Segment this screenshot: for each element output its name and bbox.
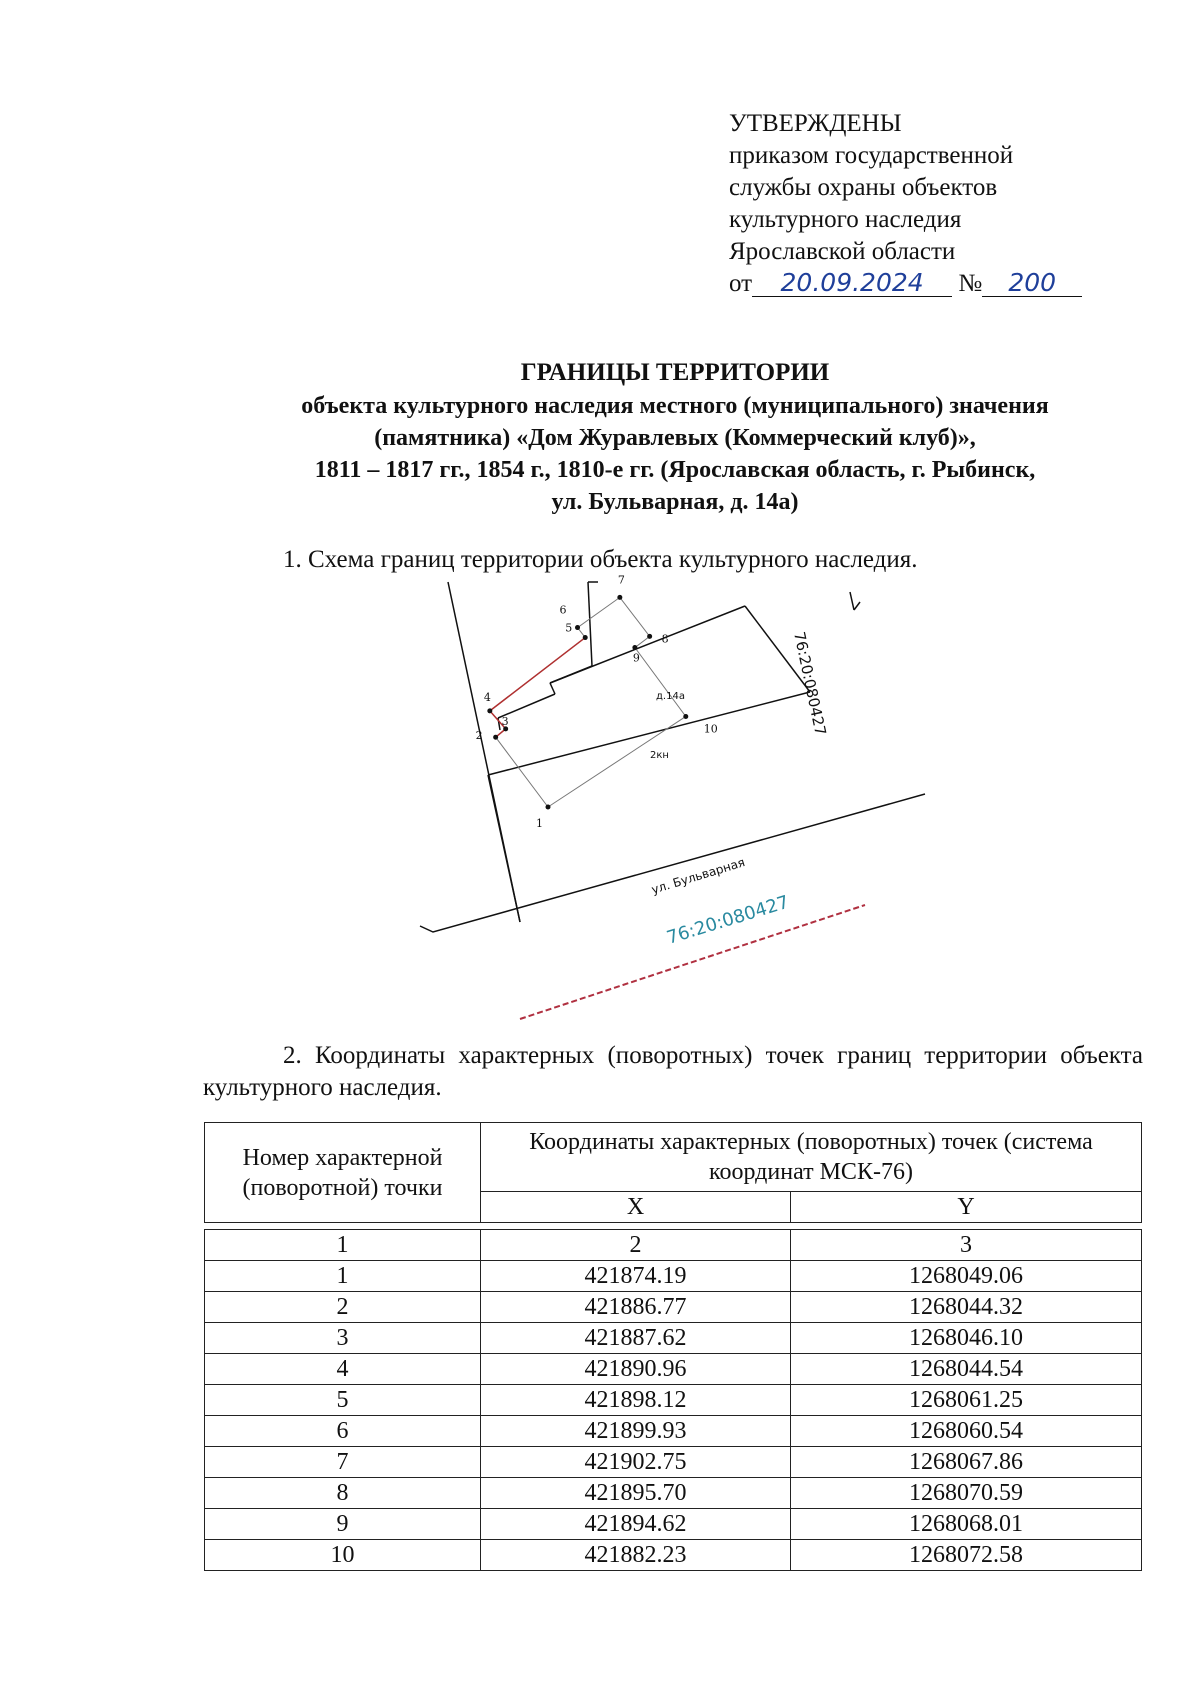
header-x: X: [481, 1192, 791, 1223]
x-value: 421882.23: [481, 1540, 791, 1571]
table-row: [205, 1509, 1142, 1540]
point-number: 2: [205, 1292, 481, 1323]
section-2-heading: 2. Координаты характерных (поворотных) точек границ территории объекта культурного наследия.: [203, 1042, 1143, 1101]
point-number: 8: [205, 1478, 481, 1509]
boundary-point-label: 5: [565, 621, 573, 635]
building-label: д.14а: [656, 691, 685, 702]
y-value: 1268068.01: [791, 1509, 1142, 1540]
boundary-point: [617, 595, 622, 600]
table-cell: 1: [205, 1230, 481, 1261]
table-row: [205, 1416, 1142, 1447]
table-cell: 3: [791, 1230, 1142, 1261]
boundary-point: [546, 805, 551, 810]
table-row: [205, 1540, 1142, 1571]
approval-date-line: [729, 268, 1149, 300]
table-separator: [205, 1223, 1142, 1230]
approval-number: 200: [982, 270, 1082, 297]
coordinates-table: [204, 1122, 1142, 1571]
x-value: 421902.75: [481, 1447, 791, 1478]
territory-boundary: [490, 597, 686, 807]
document-title: ГРАНИЦЫ ТЕРРИТОРИИ: [520, 359, 830, 386]
header-point-number: Номер характерной (поворотной) точки: [205, 1123, 481, 1223]
boundary-point-label: 8: [661, 632, 669, 646]
y-value: 1268061.25: [791, 1385, 1142, 1416]
table-row: [205, 1354, 1142, 1385]
table-cell: 2: [481, 1230, 791, 1261]
approval-block: [729, 108, 1149, 300]
point-number: 10: [205, 1540, 481, 1571]
point-number: 1: [205, 1261, 481, 1292]
boundary-point-label: 10: [703, 722, 718, 736]
approval-line: Ярославской области: [729, 238, 956, 265]
point-number: 6: [205, 1416, 481, 1447]
y-value: 1268067.86: [791, 1447, 1142, 1478]
boundary-point-label: 6: [559, 603, 567, 617]
boundary-point: [493, 735, 498, 740]
boundary-point: [683, 714, 688, 719]
number-sign: №: [958, 270, 983, 297]
x-value: 421874.19: [481, 1261, 791, 1292]
y-value: 1268044.32: [791, 1292, 1142, 1323]
table-row: [205, 1447, 1142, 1478]
header-y: Y: [791, 1192, 1142, 1223]
table-row: [205, 1478, 1142, 1509]
header-coordinates: Координаты характерных (поворотных) точек (система координат МСК-76): [481, 1123, 1142, 1192]
y-value: 1268072.58: [791, 1540, 1142, 1571]
street-label: ул. Бульварная: [649, 855, 747, 897]
boundary-point-label: 1: [536, 817, 543, 830]
x-value: 421894.62: [481, 1509, 791, 1540]
point-number: 9: [205, 1509, 481, 1540]
document-title-block: [200, 356, 1150, 518]
date-prefix: от: [729, 270, 753, 297]
point-number: 3: [205, 1323, 481, 1354]
x-value: 421887.62: [481, 1323, 791, 1354]
table-row: [205, 1385, 1142, 1416]
scheme-base-lines: [420, 582, 925, 1019]
x-value: 421895.70: [481, 1478, 791, 1509]
y-value: 1268044.54: [791, 1354, 1142, 1385]
y-value: 1268070.59: [791, 1478, 1142, 1509]
y-value: 1268049.06: [791, 1261, 1142, 1292]
boundary-point: [647, 634, 652, 639]
boundary-point-label: 9: [632, 651, 640, 665]
approval-line: службы охраны объектов: [729, 174, 998, 201]
y-value: 1268060.54: [791, 1416, 1142, 1447]
table-numbering-row: [205, 1230, 1142, 1261]
approval-date: 20.09.2024: [752, 270, 952, 297]
point-number: 4: [205, 1354, 481, 1385]
title-line: ул. Бульварная, д. 14а): [551, 489, 799, 515]
y-value: 1268046.10: [791, 1323, 1142, 1354]
point-number: 5: [205, 1385, 481, 1416]
boundary-scheme: [420, 573, 940, 1022]
x-value: 421899.93: [481, 1416, 791, 1447]
title-line: 1811 – 1817 гг., 1854 г., 1810-е гг. (Ярославская область, г. Рыбинск,: [314, 457, 1036, 483]
table-row: [205, 1292, 1142, 1323]
point-number: 7: [205, 1447, 481, 1478]
x-value: 421886.77: [481, 1292, 791, 1323]
title-line: объекта культурного наследия местного (муниципального) значения: [301, 393, 1049, 419]
boundary-point: [575, 625, 580, 630]
boundary-point: [632, 645, 637, 650]
boundary-point: [583, 635, 588, 640]
boundary-point-label: 4: [483, 690, 491, 704]
section-1-heading: 1. Схема границ территории объекта культурного наследия.: [283, 546, 918, 573]
table-row: [205, 1261, 1142, 1292]
boundary-point-label: 7: [617, 573, 625, 587]
cadastral-block-label: 76:20:080427: [664, 891, 792, 949]
boundary-point-label: 2: [475, 729, 483, 743]
table-header-row: [205, 1123, 1142, 1192]
approval-line: культурного наследия: [729, 206, 962, 233]
boundary-point: [487, 708, 492, 713]
x-value: 421890.96: [481, 1354, 791, 1385]
approval-line: приказом государственной: [729, 142, 1014, 169]
table-row: [205, 1323, 1142, 1354]
parcel-label: 2кн: [650, 750, 669, 761]
x-value: 421898.12: [481, 1385, 791, 1416]
cadastral-block-side-label: 76:20:080427: [790, 630, 830, 738]
boundary-point-label: 3: [501, 714, 509, 728]
title-line: (памятника) «Дом Журавлевых (Коммерческий клуб)»,: [374, 425, 976, 451]
approval-heading: УТВЕРЖДЕНЫ: [729, 110, 902, 137]
